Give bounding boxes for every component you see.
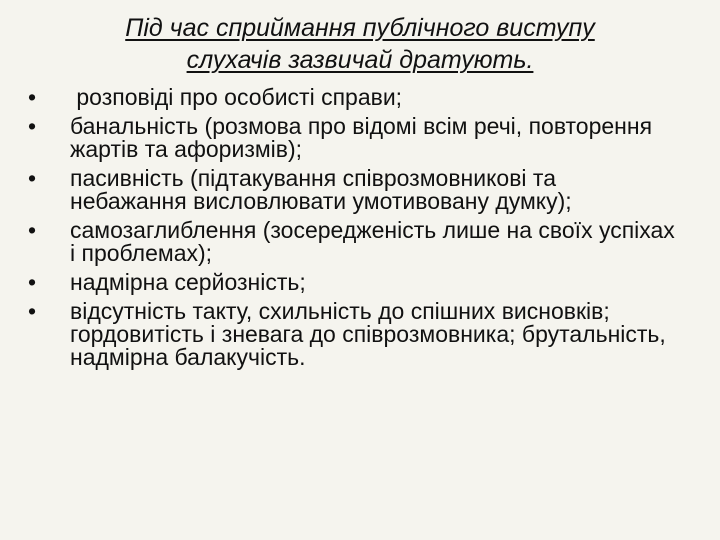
bullet-list (28, 86, 678, 375)
list-item-text: розповіді про особисті справи; (70, 84, 403, 110)
list-item (28, 167, 678, 213)
bullet-icon: • (28, 298, 37, 324)
list-item (28, 271, 678, 294)
slide-title-line-2: слухачів зазвичай дратують. (186, 46, 534, 74)
bullet-icon: • (28, 217, 37, 243)
slide-title-line-1: Під час сприймання публічного виступу (125, 14, 595, 42)
list-item (28, 219, 678, 265)
bullet-icon: • (28, 269, 37, 295)
list-item-text: надмірна серйозність; (70, 269, 306, 295)
bullet-icon: • (28, 84, 37, 110)
bullet-icon: • (28, 113, 37, 139)
list-item (28, 86, 678, 109)
slide-title (40, 12, 680, 76)
list-item-text: відсутність такту, схильність до спішних висновків; гордовитість і зневага до співрозмовника; брутальність, надмірна балакучість. (70, 298, 666, 370)
list-item-text: пасивність (підтакування співрозмовникові та небажання висловлювати умотивовану думку); (70, 165, 572, 214)
bullet-icon: • (28, 165, 37, 191)
list-item-text: банальність (розмова про відомі всім речі, повторення жартів та афоризмів); (70, 113, 653, 162)
list-item (28, 115, 678, 161)
list-item-text: самозаглиблення (зосередженість лише на своїх успіхах і проблемах); (70, 217, 675, 266)
list-item (28, 300, 678, 369)
